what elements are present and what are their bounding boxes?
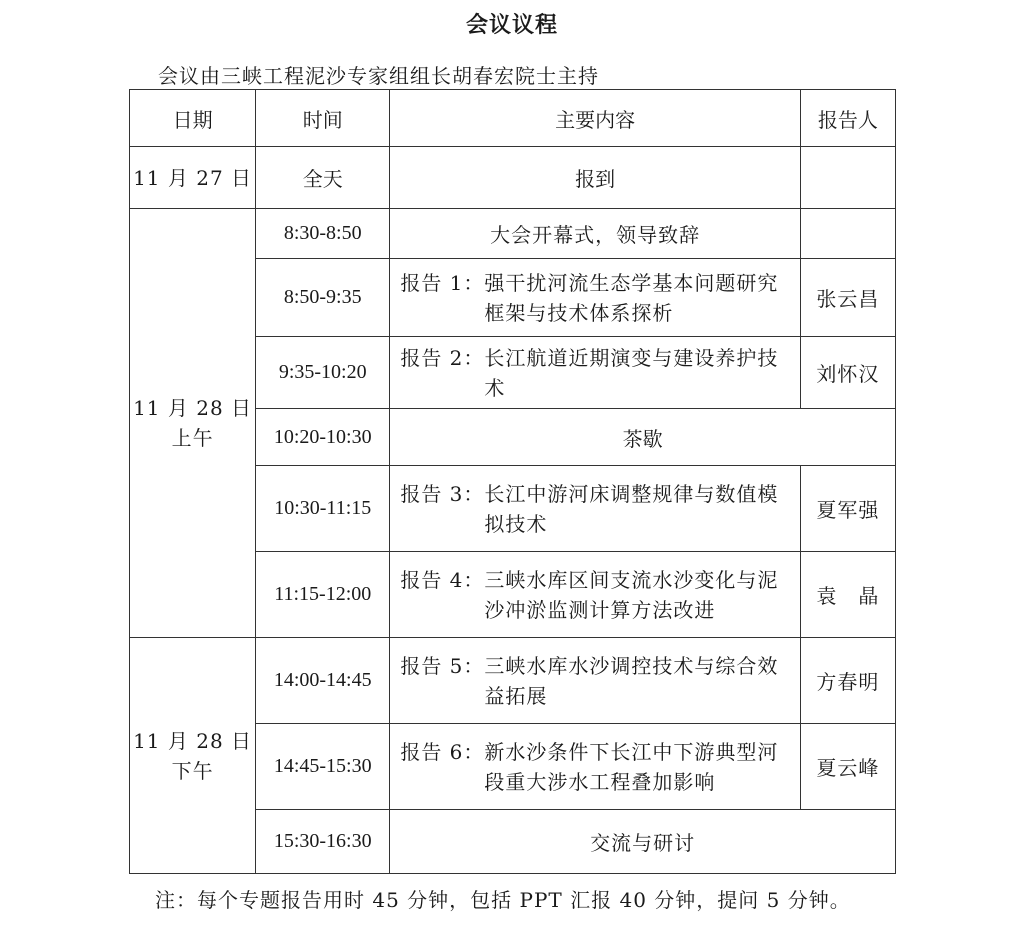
- footnote: 注：每个专题报告用时 45 分钟，包括 PPT 汇报 40 分钟，提问 5 分钟。: [155, 888, 851, 912]
- header-row: [130, 90, 896, 147]
- time-cell: 14:45-15:30: [256, 724, 390, 810]
- speaker-cell: 刘怀汉: [800, 337, 895, 409]
- date-text: 11 月 28 日: [133, 728, 253, 753]
- content-cell: [390, 337, 801, 409]
- time-cell: 14:00-14:45: [256, 638, 390, 724]
- content-cell: [390, 466, 801, 552]
- speaker-cell: [800, 147, 895, 209]
- report-prefix: 报告 2：: [400, 345, 485, 370]
- report-title: 新水沙条件下长江中下游典型河段重大涉水工程叠加影响: [484, 739, 779, 794]
- content-cell: 交流与研讨: [390, 810, 896, 874]
- time-cell: 9:35-10:20: [256, 337, 390, 409]
- time-cell: 8:30-8:50: [256, 209, 390, 259]
- content-cell: 报到: [390, 147, 801, 209]
- table-row: [130, 638, 896, 724]
- header-time: 时间: [256, 90, 390, 147]
- time-cell: 10:30-11:15: [256, 466, 390, 552]
- date-text: 11 月 28 日: [133, 396, 253, 420]
- time-cell: 10:20-10:30: [256, 409, 390, 466]
- report-prefix: 报告 1：: [400, 270, 485, 295]
- page-title: 会议议程: [465, 12, 558, 38]
- period-text: 上午: [171, 426, 214, 450]
- header-content: 主要内容: [390, 90, 801, 147]
- report-title: 三峡水库区间支流水沙变化与泥沙冲淤监测计算方法改进: [484, 567, 779, 622]
- date-cell-afternoon: [130, 638, 256, 874]
- speaker-cell: 方春明: [800, 638, 895, 724]
- report-prefix: 报告 5：: [400, 653, 485, 678]
- speaker-cell: 张云昌: [800, 259, 895, 337]
- content-cell: [390, 724, 801, 810]
- content-cell: [390, 638, 801, 724]
- time-cell: 15:30-16:30: [256, 810, 390, 874]
- content-cell: 茶歇: [390, 409, 896, 466]
- report-prefix: 报告 6：: [400, 739, 485, 764]
- content-cell: [390, 552, 801, 638]
- date-cell-morning: [130, 209, 256, 638]
- header-speaker: 报告人: [800, 90, 895, 147]
- time-cell: 8:50-9:35: [256, 259, 390, 337]
- table-row: [130, 209, 896, 259]
- speaker-cell: 袁 晶: [800, 552, 895, 638]
- report-prefix: 报告 3：: [400, 481, 485, 506]
- report-title: 长江航道近期演变与建设养护技术: [484, 345, 779, 400]
- content-cell: 大会开幕式，领导致辞: [390, 209, 801, 259]
- period-text: 下午: [171, 758, 214, 783]
- report-title: 强干扰河流生态学基本问题研究框架与技术体系探析: [484, 270, 779, 325]
- agenda-table: [129, 89, 896, 874]
- table-row: [130, 147, 896, 209]
- host-line: 会议由三峡工程泥沙专家组组长胡春宏院士主持: [158, 64, 599, 88]
- header-date: 日期: [130, 90, 256, 147]
- speaker-cell: 夏云峰: [800, 724, 895, 810]
- speaker-cell: [800, 209, 895, 259]
- report-title: 三峡水库水沙调控技术与综合效益拓展: [484, 653, 779, 708]
- time-cell: 全天: [256, 147, 390, 209]
- time-cell: 11:15-12:00: [256, 552, 390, 638]
- report-title: 长江中游河床调整规律与数值模拟技术: [484, 481, 779, 536]
- content-cell: [390, 259, 801, 337]
- report-prefix: 报告 4：: [400, 567, 485, 592]
- date-cell: 11 月 27 日: [130, 147, 256, 209]
- speaker-cell: 夏军强: [800, 466, 895, 552]
